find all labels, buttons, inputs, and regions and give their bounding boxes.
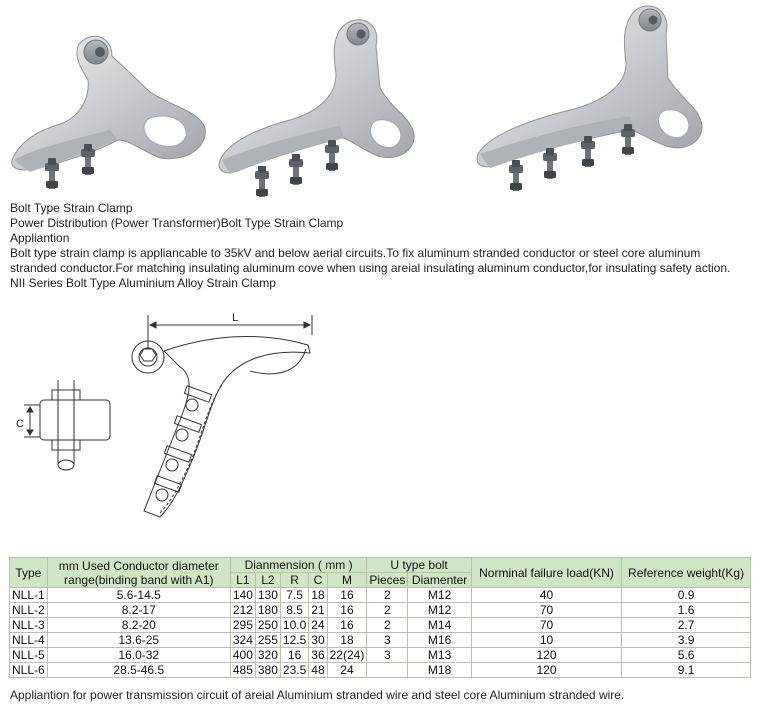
header-type: Type	[10, 558, 48, 588]
cell-weight: 9.1	[622, 663, 751, 678]
cell-l1: 212	[230, 603, 255, 618]
cell-range: 8.2-17	[47, 603, 230, 618]
cell-l2: 255	[255, 633, 280, 648]
cell-r: 8.5	[280, 603, 308, 618]
cell-pieces: 2	[367, 618, 408, 633]
cell-diameter: M13	[408, 648, 472, 663]
application-description: Bolt type strain clamp is appliancable to 35kV and below aerial circuits.To fix aluminum stranded conductor or steel core aluminum stranded conductor.For matching insulating aluminum cove when using areial insulating aluminum conductor,for insulating safety action.	[10, 246, 731, 275]
cell-weight: 2.7	[622, 618, 751, 633]
cell-c: 21	[309, 603, 327, 618]
cell-load: 10	[471, 633, 621, 648]
cell-pieces: 2	[367, 588, 408, 603]
cell-range: 8.2-20	[47, 618, 230, 633]
header-load: Norminal failure load(KN)	[471, 558, 621, 588]
header-diameter	[47, 558, 230, 588]
cell-diameter: M12	[408, 603, 472, 618]
cell-load: 40	[471, 588, 621, 603]
cell-pieces	[367, 663, 408, 678]
cell-diameter: M12	[408, 588, 472, 603]
cell-type: NLL-1	[10, 588, 48, 603]
header-diameter-line1: mm Used Conductor diameter	[58, 558, 219, 573]
application-heading: Appliantion	[10, 231, 70, 245]
cell-c: 24	[309, 618, 327, 633]
cell-weight: 5.6	[622, 648, 751, 663]
product-title: Bolt Type Strain Clamp	[10, 201, 133, 215]
cell-r: 23.5	[280, 663, 308, 678]
cell-type: NLL-3	[10, 618, 48, 633]
cell-l2: 320	[255, 648, 280, 663]
cell-load: 120	[471, 663, 621, 678]
series-heading: NII Series Bolt Type Aluminium Alloy Strain Clamp	[10, 276, 276, 290]
header-diamenter: Diamenter	[408, 573, 472, 588]
spec-table	[9, 557, 751, 678]
cell-l2: 180	[255, 603, 280, 618]
cell-type: NLL-4	[10, 633, 48, 648]
clamp-photo-2	[219, 20, 414, 197]
product-subtitle: Power Distribution (Power Transformer)Bolt Type Strain Clamp	[10, 216, 344, 230]
product-photos	[0, 0, 760, 200]
cell-m: 24	[327, 663, 367, 678]
dimension-c-label: C	[16, 418, 24, 430]
table-row	[10, 603, 751, 618]
cell-range: 16.0-32	[47, 648, 230, 663]
cell-load: 70	[471, 603, 621, 618]
cell-type: NLL-6	[10, 663, 48, 678]
header-weight: Reference weight(Kg)	[622, 558, 751, 588]
cell-r: 16	[280, 648, 308, 663]
cell-c: 48	[309, 663, 327, 678]
cell-l2: 250	[255, 618, 280, 633]
cell-c: 18	[309, 588, 327, 603]
cell-l1: 140	[230, 588, 255, 603]
cell-weight: 3.9	[622, 633, 751, 648]
cell-range: 28.5-46.5	[47, 663, 230, 678]
cell-pieces: 3	[367, 648, 408, 663]
cell-range: 13.6-25	[47, 633, 230, 648]
header-l1: L1	[230, 573, 255, 588]
clamp-photo-3	[477, 6, 702, 191]
cell-diameter: M18	[408, 663, 472, 678]
table-row	[10, 633, 751, 648]
cell-l1: 400	[230, 648, 255, 663]
cell-m: 18	[327, 633, 367, 648]
cell-l1: 295	[230, 618, 255, 633]
header-diameter-line2: range(binding band with A1)	[64, 572, 214, 587]
cell-pieces: 2	[367, 603, 408, 618]
cell-m: 16	[327, 588, 367, 603]
header-dimension: Dianmension ( mm )	[230, 558, 366, 573]
header-l2: L2	[255, 573, 280, 588]
cell-weight: 1.6	[622, 603, 751, 618]
cell-pieces: 3	[367, 633, 408, 648]
cell-r: 7.5	[280, 588, 308, 603]
cell-load: 120	[471, 648, 621, 663]
description-text	[10, 201, 750, 291]
cell-range: 5.6-14.5	[47, 588, 230, 603]
table-row	[10, 663, 751, 678]
cell-type: NLL-2	[10, 603, 48, 618]
cell-m: 22(24)	[327, 648, 367, 663]
header-ubolt: U type bolt	[367, 558, 472, 573]
header-pieces: Pieces	[367, 573, 408, 588]
table-row	[10, 588, 751, 603]
cell-l1: 485	[230, 663, 255, 678]
cell-load: 70	[471, 618, 621, 633]
cell-diameter: M14	[408, 618, 472, 633]
cell-c: 30	[309, 633, 327, 648]
cell-m: 16	[327, 603, 367, 618]
cell-l2: 380	[255, 663, 280, 678]
table-row	[10, 618, 751, 633]
cell-type: NLL-5	[10, 648, 48, 663]
header-r: R	[280, 573, 308, 588]
header-c: C	[309, 573, 327, 588]
cell-c: 36	[309, 648, 327, 663]
clamp-photo-1	[12, 36, 205, 189]
technical-drawing	[10, 305, 340, 555]
footer-note: Appliantion for power transmission circuit of areial Aluminium stranded wire and steel core Aluminium stranded wire.	[10, 688, 625, 702]
cell-r: 12.5	[280, 633, 308, 648]
dimension-l-label: L	[232, 312, 239, 324]
cell-l2: 130	[255, 588, 280, 603]
table-row	[10, 648, 751, 663]
cell-r: 10.0	[280, 618, 308, 633]
header-m: M	[327, 573, 367, 588]
cell-l1: 324	[230, 633, 255, 648]
cell-diameter: M16	[408, 633, 472, 648]
cell-m: 16	[327, 618, 367, 633]
cell-weight: 0.9	[622, 588, 751, 603]
